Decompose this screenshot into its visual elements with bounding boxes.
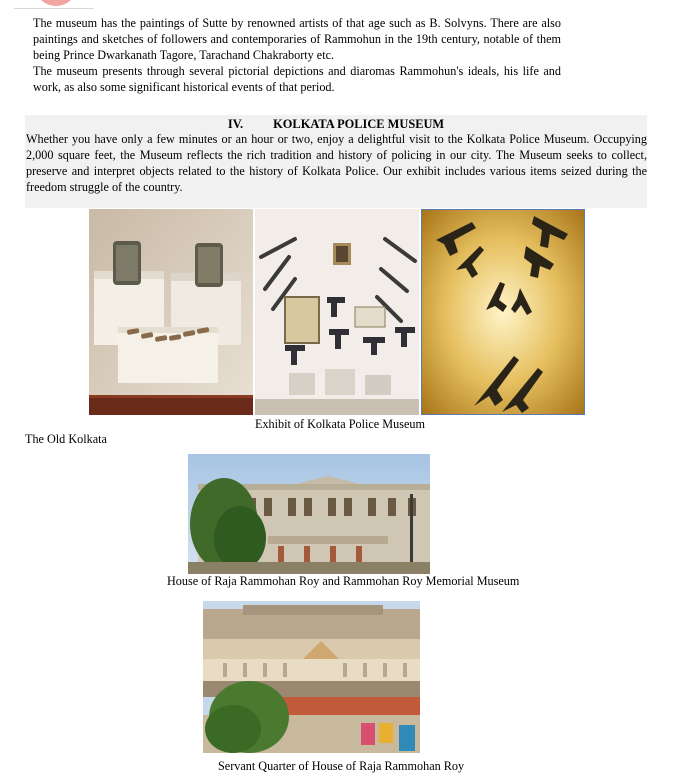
photo-exhibit-pedestals xyxy=(89,209,253,415)
photo-rammohan-house xyxy=(188,454,430,574)
caption-old-kolkata: The Old Kolkata xyxy=(25,432,107,446)
photo-exhibit-revolvers xyxy=(421,209,585,415)
photo-exhibit-wall-display xyxy=(255,209,419,415)
caption-servant-quarter: Servant Quarter of House of Raja Rammohan Roy xyxy=(218,759,465,773)
section-title: KOLKATA POLICE MUSEUM xyxy=(273,117,445,131)
section-heading xyxy=(25,117,647,131)
paragraph-paintings: The museum has the paintings of Sutte by renowned artists of that age such as B. Solvyns. There are also paintings and sketches of followers and contemporaries of Rammohun in the 19th century, notable of them being Prince Dwarkanath Tagore, Tarachand Chakraborty etc. xyxy=(33,16,561,62)
logo-fragment xyxy=(14,0,94,9)
section-body: Whether you have only a few minutes or an hour or two, enjoy a delightful visit to the Kolkata Police Museum. Occupying 2,000 square feet, the Museum reflects the rich tradition and history of policing in our city. The Museum seeks to collect, preserve and interpret objects related to the history of Kolkata Police. Our exhibit includes various items seized during the freedom struggle of the country. xyxy=(26,132,647,194)
caption-exhibit: Exhibit of Kolkata Police Museum xyxy=(255,417,425,431)
section-number: IV. xyxy=(227,117,244,131)
photo-servant-quarter xyxy=(203,601,420,753)
paragraph-depictions: The museum presents through several pictorial depictions and diaromas Rammohun's ideals, his life and work, as also some significant historical events of that period. xyxy=(33,64,561,94)
caption-house: House of Raja Rammohan Roy and Rammohan Roy Memorial Museum xyxy=(167,574,520,588)
section-police-museum xyxy=(25,115,647,208)
